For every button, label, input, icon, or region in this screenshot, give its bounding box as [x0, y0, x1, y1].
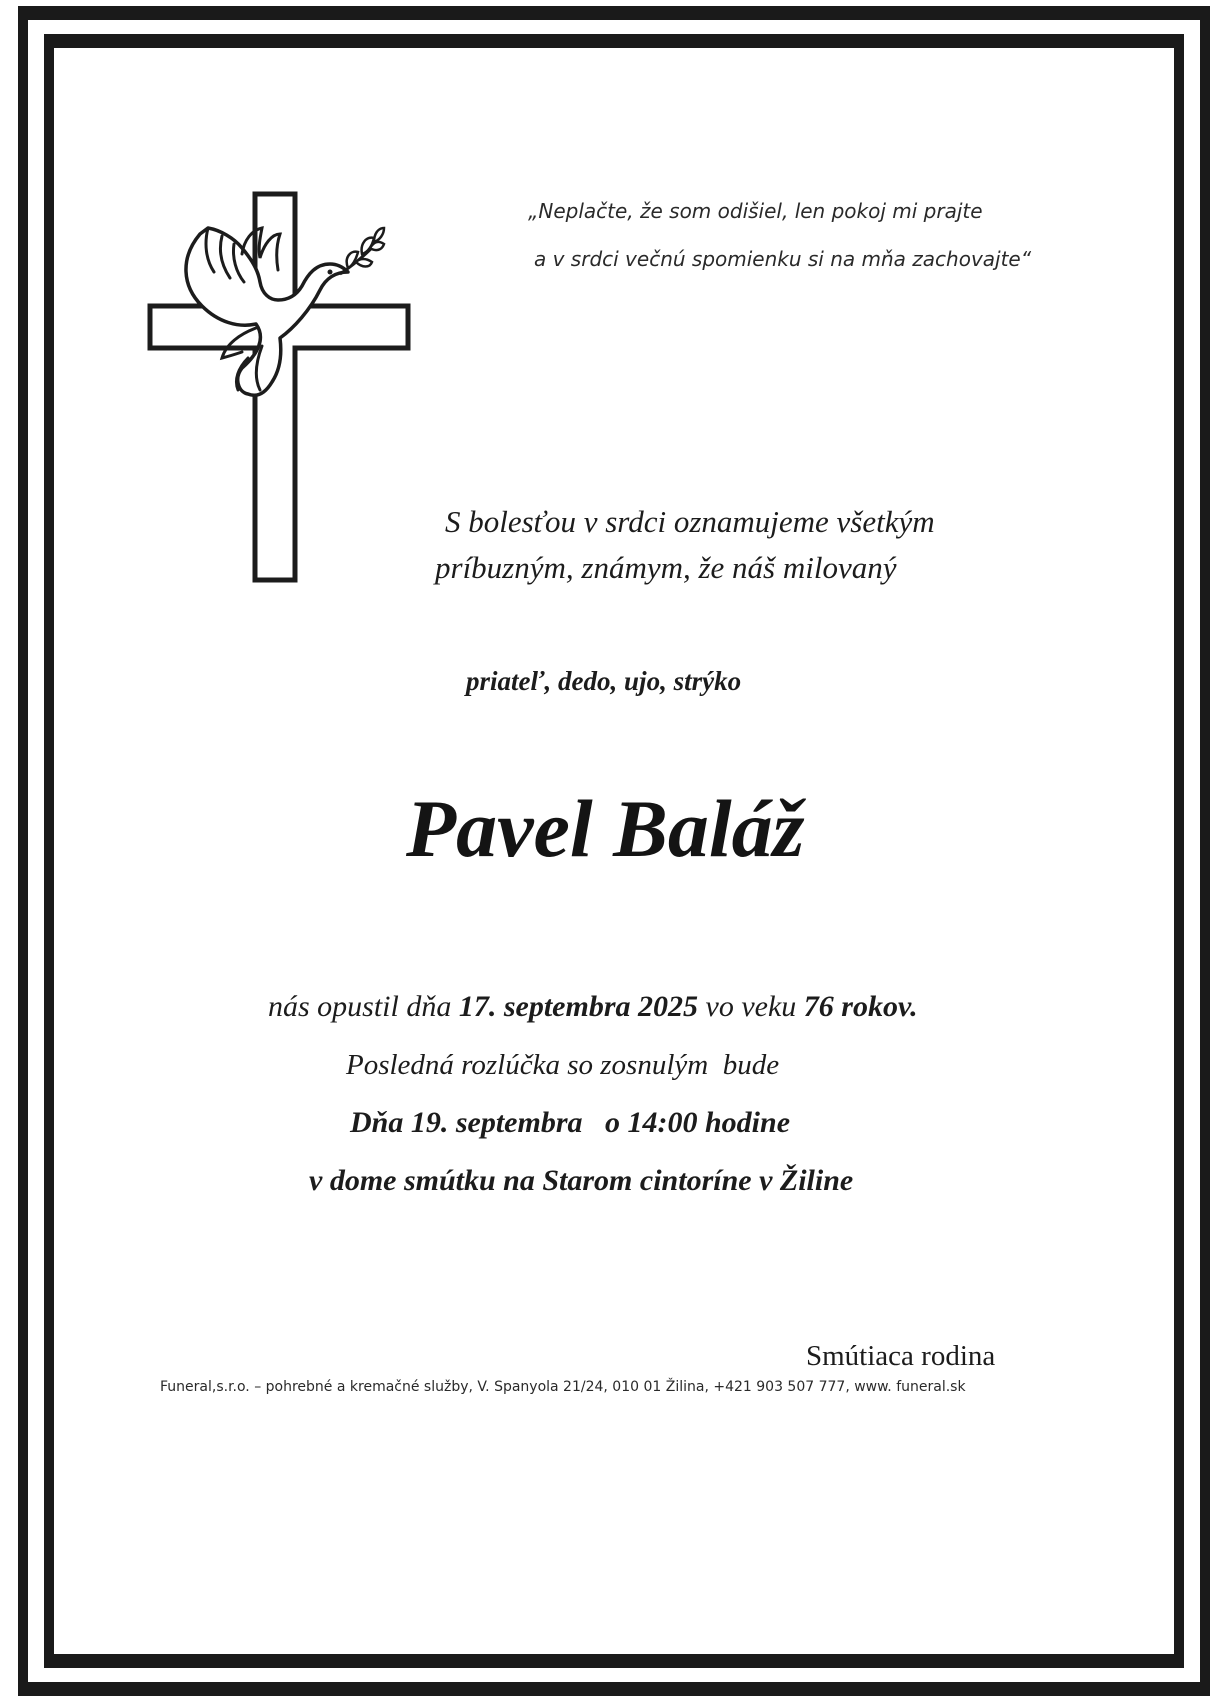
- relation-line: priateľ, dedo, ujo, strýko: [466, 666, 742, 696]
- signature: Smútiaca rodina: [806, 1340, 996, 1372]
- death-age-prefix: vo veku: [705, 990, 797, 1023]
- death-date: 17. septembra 2025: [458, 990, 699, 1023]
- death-age: 76 rokov.: [803, 990, 918, 1023]
- funeral-date-time: Dňa 19. septembra o 14:00 hodine: [350, 1106, 791, 1139]
- death-info-line: [268, 990, 918, 1024]
- cross-with-dove-icon: [130, 178, 415, 586]
- motto-line-2: a v srdci večnú spomienku si na mňa zachovajte“: [534, 247, 1032, 271]
- announcement-line-1: S bolesťou v srdci oznamujeme všetkým: [445, 504, 935, 539]
- motto-line-1: „Neplačte, že som odišiel, len pokoj mi prajte: [528, 199, 983, 223]
- death-prefix: nás opustil dňa: [268, 990, 452, 1023]
- announcement-line-2: príbuzným, známym, že náš milovaný: [435, 550, 897, 585]
- deceased-name: Pavel Baláž: [406, 783, 805, 874]
- funeral-line-1: Posledná rozlúčka so zosnulým bude: [346, 1049, 780, 1081]
- funeral-service-footer: Funeral,s.r.o. – pohrebné a kremačné služby, V. Spanyola 21/24, 010 01 Žilina, +421 903 507 777, www. funeral.sk: [160, 1379, 966, 1395]
- funeral-place: v dome smútku na Starom cintoríne v Žiline: [309, 1164, 854, 1197]
